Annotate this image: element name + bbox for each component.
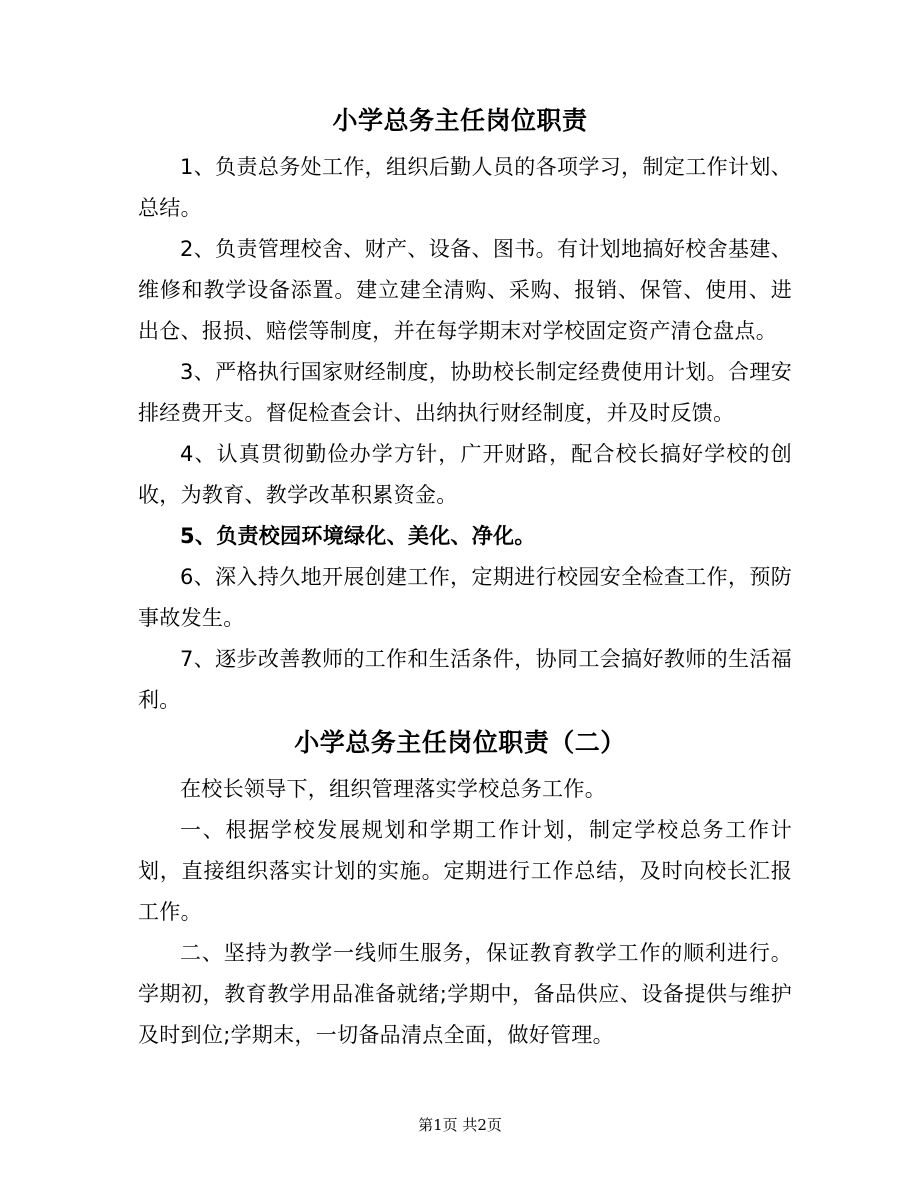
duty-item-4: 4、认真贯彻勤俭办学方针，广开财路，配合校长搞好学校的创收，为教育、教学改革积累资金。 bbox=[138, 442, 792, 507]
duty-item-7: 7、逐步改善教师的工作和生活条件，协同工会搞好教师的生活福利。 bbox=[138, 647, 792, 712]
duty-item-5: 5、负责校园环境绿化、美化、净化。 bbox=[180, 524, 536, 548]
page-number: 第1页 共2页 bbox=[418, 1116, 502, 1134]
duty-item-1: 1、负责总务处工作，组织后勤人员的各项学习，制定工作计划、总结。 bbox=[138, 155, 792, 220]
document-title: 小学总务主任岗位职责 bbox=[332, 106, 588, 135]
duty-item-2: 2、负责管理校舍、财产、设备、图书。有计划地搞好校舍基建、维修和教学设备添置。建立建全清购、采购、报销、保管、使用、进出仓、报损、赔偿等制度，并在每学期末对学校固定资产清仓盘点。 bbox=[138, 237, 792, 343]
section-2-intro: 在校长领导下，组织管理落实学校总务工作。 bbox=[180, 777, 606, 801]
section-2-item-1: 一、根据学校发展规划和学期工作计划，制定学校总务工作计划，直接组织落实计划的实施。定期进行工作总结，及时向校长汇报工作。 bbox=[138, 818, 792, 924]
duty-item-3: 3、严格执行国家财经制度，协助校长制定经费使用计划。合理安排经费开支。督促检查会计、出纳执行财经制度，并及时反馈。 bbox=[138, 360, 792, 425]
section-2-item-2: 二、坚持为教学一线师生服务，保证教育教学工作的顺利进行。学期初，教育教学用品准备就绪;学期中，备品供应、设备提供与维护及时到位;学期末，一切备品清点全面，做好管理。 bbox=[138, 941, 792, 1047]
duty-item-6: 6、深入持久地开展创建工作，定期进行校园安全检查工作，预防事故发生。 bbox=[138, 565, 792, 630]
section-2-title: 小学总务主任岗位职责（二） bbox=[294, 728, 626, 757]
